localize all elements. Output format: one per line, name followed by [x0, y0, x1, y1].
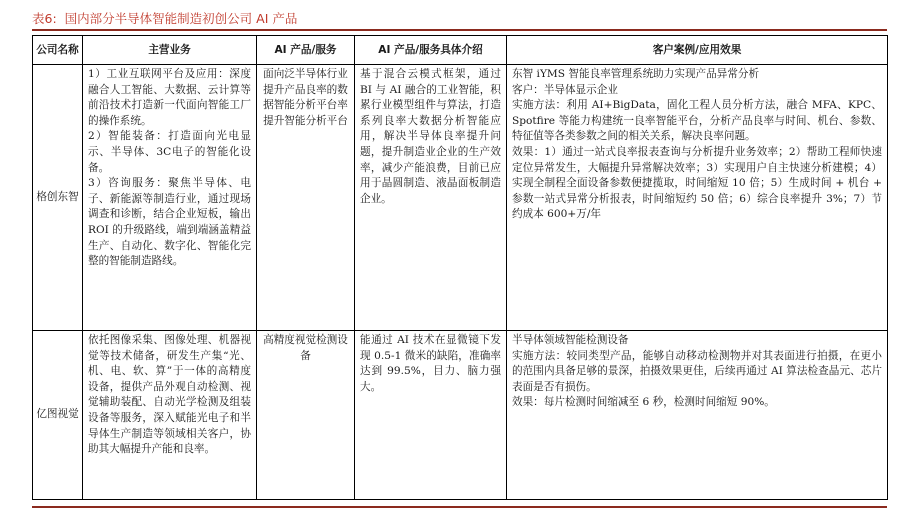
- intro-cell: 基于混合云模式框架，通过 BI 与 AI 融合的工业智能，积累行业模型组件与算法，打造系列良率大数据分析智能应用，解决半导体良率提升问题，提升制造业企业的生产效率，减少产能浪费，目前已应用于晶圆制造、液晶面板制造企业。: [355, 65, 507, 331]
- header-business: 主营业务: [83, 36, 257, 65]
- caption-rule: [32, 29, 887, 31]
- header-row: [33, 36, 888, 65]
- intro-cell: 能通过 AI 技术在显微镜下发现 0.5-1 微米的缺陷，准确率达到 99.5%，目力、脑力强大。: [355, 331, 507, 500]
- table-caption: [32, 9, 305, 27]
- header-intro: AI 产品/服务具体介绍: [355, 36, 507, 65]
- business-cell: 依托图像采集、图像处理、机器视觉等技术储备，研发生产集“光、机、电、软、算”于一体的高精度设备，提供产品外观自动检测、视觉辅助装配、自动光学检测及组装设备等服务，深入赋能光电子和半导体生产制造等领域相关客户，协助其大幅提升产能和良率。: [83, 331, 257, 500]
- header-company: 公司名称: [33, 36, 83, 65]
- product-table: [32, 35, 888, 500]
- product-cell: 高精度视觉检测设备: [257, 331, 355, 500]
- business-cell: 1）工业互联网平台及应用：深度融合人工智能、大数据、云计算等前沿技术打造新一代面向智能工厂的操作系统。 2）智能装备：打造面向光电显示、半导体、3C电子的智能化设备。 3）咨询服务：聚焦半导体、电子、新能源等制造行业，通过现场调查和诊断，结合企业短板，输出 ROI 的升级路线，端到端涵盖精益生产、自动化、数字化、智能化完整的智能制造路线。: [83, 65, 257, 331]
- case-cell: 半导体领域智能检测设备 实施方法：较同类型产品，能够自动移动检测物并对其表面进行拍摄，在更小的范围内具备足够的景深，拍摄效果更佳，后续再通过 AI 算法检查晶元、芯片表面是否有损伤。 效果：每片检测时间缩减至 6 秒，检测时间缩短 90%。: [507, 331, 888, 500]
- bottom-rule: [32, 506, 887, 508]
- product-cell: 面向泛半导体行业提升产品良率的数据智能分析平台率提升智能分析平台: [257, 65, 355, 331]
- table-row: [33, 65, 888, 331]
- table-number: 表6:: [32, 11, 57, 26]
- header-product: AI 产品/服务: [257, 36, 355, 65]
- case-cell: 东智 iYMS 智能良率管理系统助力实现产品异常分析 客户：半导体显示企业 实施方法：利用 AI+BigData，固化工程人员分析方法，融合 MFA、KPC、Spotfire 等能力构建统一良率智能平台，分析产品良率与时间、机台、参数、特征值等各类参数之间的相关关系，解决良率问题。 效果：1）通过一站式良率报表查询与分析提升业务效率；2）帮助工程师快速定位异常发生，大幅提升异常解决效率；3）实现用户自主快速分析建模；4）实现全制程全面设备参数便捷揽取，时间缩短 10 倍；5）生成时间 + 机台 + 参数一站式异常分析报表，时间缩短约 50 倍；6）综合良率提升 3%；7）节约成本 600+万/年: [507, 65, 888, 331]
- table-title: 国内部分半导体智能制造初创公司 AI 产品: [64, 11, 298, 26]
- company-cell: 亿图视觉: [33, 331, 83, 500]
- header-case: 客户案例/应用效果: [507, 36, 888, 65]
- company-cell: 格创东智: [33, 65, 83, 331]
- table-row: [33, 331, 888, 500]
